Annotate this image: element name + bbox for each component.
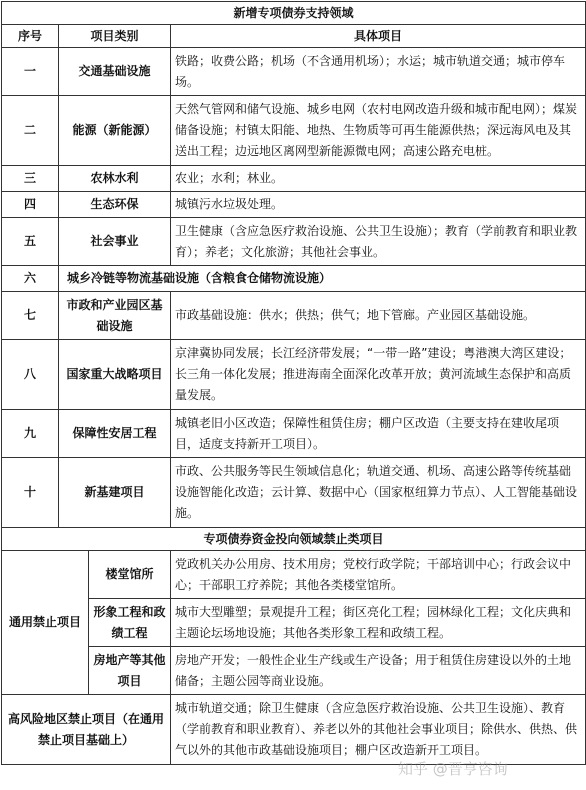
special-bond-table [1, 1, 586, 765]
row-category: 楼堂馆所 [89, 551, 171, 599]
row-category: 交通基础设施 [59, 48, 171, 96]
high-risk-label: 高风险地区禁止项目（在通用禁止项目基础上） [2, 695, 171, 765]
row-num: 十 [2, 458, 59, 528]
table-row [2, 192, 586, 218]
row-category: 市政和产业园区基础设施 [59, 292, 171, 340]
row-num: 三 [2, 166, 59, 192]
table-row [2, 96, 586, 166]
row-num: 六 [2, 266, 59, 292]
row-items: 党政机关办公用房、技术用房；党校行政学院；干部培训中心；行政会议中心；干部职工疗养院；其他各类楼堂馆所。 [171, 551, 586, 599]
row-items: 铁路；收费公路；机场（不含通用机场）；水运；城市轨道交通；城市停车场。 [171, 48, 586, 96]
header-num: 序号 [2, 25, 59, 48]
row-num: 八 [2, 340, 59, 410]
row-category: 国家重大战略项目 [59, 340, 171, 410]
general-prohibited-label: 通用禁止项目 [2, 551, 89, 695]
table-row [2, 266, 586, 292]
row-items: 农业；水利；林业。 [171, 166, 586, 192]
row-items: 天然气管网和储气设施、城乡电网（农村电网改造升级和城市配电网）；煤炭储备设施；村镇太阳能、地热、生物质等可再生能源供热；深远海风电及其送出工程；边远地区离网型新能源微电网；高速公路充电桩。 [171, 96, 586, 166]
table-row [2, 340, 586, 410]
row-items: 市政基础设施：供水；供热；供气；地下管廊。产业园区基础设施。 [171, 292, 586, 340]
table-row [2, 551, 586, 599]
table-row [2, 292, 586, 340]
row-items: 京津冀协同发展；长江经济带发展；“一带一路”建设；粤港澳大湾区建设；长三角一体化发展；推进海南全面深化改革开放；黄河流域生态保护和高质量发展。 [171, 340, 586, 410]
row-category: 保障性安居工程 [59, 410, 171, 458]
row-items: 城镇污水垃圾处理。 [171, 192, 586, 218]
row-num: 九 [2, 410, 59, 458]
row-items: 城镇老旧小区改造；保障性租赁住房；棚户区改造（主要支持在建收尾项目，适度支持新开工项目）。 [171, 410, 586, 458]
watermark: 知乎 @晋亨咨询 [398, 760, 508, 778]
row-num: 二 [2, 96, 59, 166]
prohibited-title: 专项债券资金投向领域禁止类项目 [2, 528, 586, 551]
row-category: 生态环保 [59, 192, 171, 218]
row-items: 城市轨道交通；除卫生健康（含应急医疗救治设施、公共卫生设施）、教育（学前教育和职业教育）、养老以外的其他社会事业项目；除供水、供热、供气以外的其他市政基础设施项目；棚户区改造新开工项目。 [171, 695, 586, 765]
table-row [2, 599, 586, 647]
table-row [2, 218, 586, 266]
row-category: 房地产等其他项目 [89, 647, 171, 695]
row-num: 五 [2, 218, 59, 266]
table-row [2, 48, 586, 96]
table-row [2, 458, 586, 528]
header-category: 项目类别 [59, 25, 171, 48]
row-category: 农林水利 [59, 166, 171, 192]
row-category: 城乡冷链等物流基础设施（含粮食仓储物流设施） [59, 266, 586, 292]
header-items: 具体项目 [171, 25, 586, 48]
row-items: 市政、公共服务等民生领域信息化；轨道交通、机场、高速公路等传统基础设施智能化改造；云计算、数据中心（国家枢纽算力节点）、人工智能基础设施。 [171, 458, 586, 528]
table-row [2, 410, 586, 458]
row-category: 社会事业 [59, 218, 171, 266]
row-category: 形象工程和政绩工程 [89, 599, 171, 647]
table-row [2, 695, 586, 765]
table-row [2, 647, 586, 695]
row-num: 四 [2, 192, 59, 218]
table-title: 新增专项债券支持领域 [2, 2, 586, 25]
row-category: 新基建项目 [59, 458, 171, 528]
table-row [2, 166, 586, 192]
row-items: 卫生健康（含应急医疗救治设施、公共卫生设施）；教育（学前教育和职业教育）；养老；文化旅游；其他社会事业。 [171, 218, 586, 266]
row-num: 七 [2, 292, 59, 340]
row-items: 城市大型雕塑；景观提升工程；街区亮化工程；园林绿化工程；文化庆典和主题论坛场地设施；其他各类形象工程和政绩工程。 [171, 599, 586, 647]
row-num: 一 [2, 48, 59, 96]
row-items: 房地产开发；一般性企业生产线或生产设备；用于租赁住房建设以外的土地储备；主题公园等商业设施。 [171, 647, 586, 695]
row-category: 能源（新能源） [59, 96, 171, 166]
